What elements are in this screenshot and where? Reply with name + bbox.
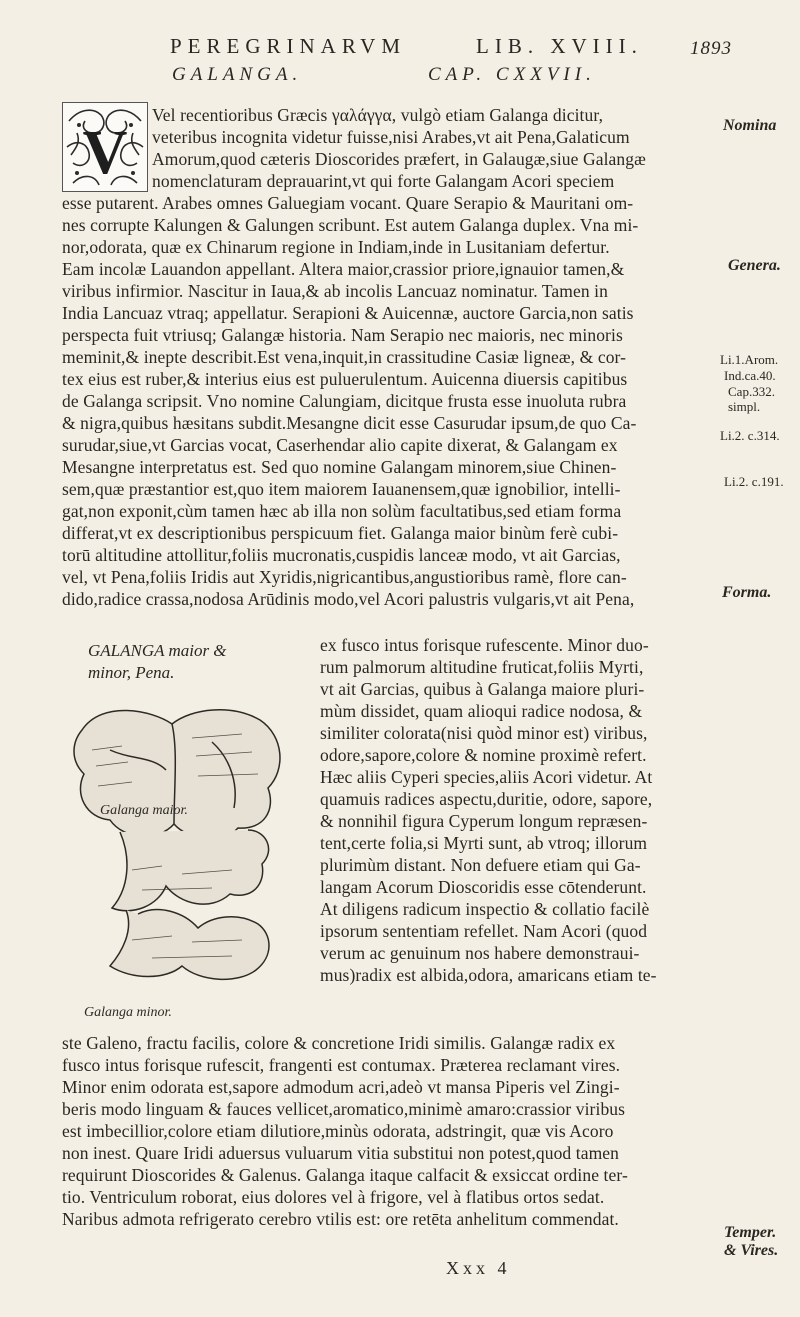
margin-nomina: Nomina xyxy=(723,117,777,134)
text-line: veteribus incognita videtur fuisse,nisi Arabes,vt ait Pena,Galaticum xyxy=(152,127,630,147)
text-line: & nonnihil figura Cyperum longum repræsen- xyxy=(320,811,648,831)
figure-caption-line-1: GALANGA maior & xyxy=(88,641,227,660)
text-line: nor,odorata, quæ ex Chinarum regione in Indiam,inde in Lusitaniam defertur. xyxy=(62,237,610,257)
text-line: odore,sapore,colore & nomine proximè refert. xyxy=(320,745,647,765)
figure-label-minor: Galanga minor. xyxy=(84,1005,172,1020)
text-line: surudar,siue,vt Garcias vocat, Caserhendar alio capite dixerat, & Galangam ex xyxy=(62,435,618,455)
chapter-number: CAP. CXXVII. xyxy=(428,64,596,85)
text-line: Naribus admota refrigerato cerebro vtilis est: ore retēta anhelitum commendat. xyxy=(62,1209,619,1229)
text-line: plurimùm distant. Non defuere etiam qui Ga- xyxy=(320,855,641,875)
text-line: sem,quæ præstantior est,quo item maiorem Iauanensem,quæ ignobilior, intelli- xyxy=(62,479,621,499)
text-line: similiter colorata(nisi quòd minor est) viribus, xyxy=(320,723,648,743)
margin-ref-1: Li.1.Arom. xyxy=(720,352,779,367)
text-line: de Galanga scripsit. Vno nomine Calungiam, dicitque frusta esse inuoluta rubra xyxy=(62,391,627,411)
woodcut-illustration xyxy=(62,690,312,1020)
text-line: At diligens radicum inspectio & collatio facilè xyxy=(320,899,650,919)
margin-ref-2: Ind.ca.40. xyxy=(724,368,776,383)
text-line: ex fusco intus forisque rufescente. Minor duo- xyxy=(320,635,649,655)
text-line: ipsorum sententiam refellet. Nam Acori (quod xyxy=(320,921,648,941)
text-line: langam Acorum Dioscoridis esse cōtenderunt. xyxy=(320,877,647,897)
chapter-title: GALANGA. xyxy=(172,64,303,85)
margin-vires: & Vires. xyxy=(724,1242,779,1259)
text-line: India Lancuaz vtraq; appellatur. Serapioni & Auicennæ, auctore Garcia,non satis xyxy=(62,303,634,323)
margin-ref-3: Cap.332. xyxy=(728,384,775,399)
text-line: perspecta fuit vtriusq; Galangæ historia. Nam Serapio nec maioris, nec minoris xyxy=(62,325,623,345)
text-line: non inest. Quare Iridi aduersus vuluarum vitia substitui non potest,quod tamen xyxy=(62,1143,620,1163)
svg-text:V: V xyxy=(82,119,128,187)
text-line: mùm dissidet, quam alioqui radice nodosa, & xyxy=(320,701,643,721)
text-line: torū altitudine attollitur,foliis mucronatis,cuspidis lanceæ modo, vt ait Garcias, xyxy=(62,545,621,565)
figure-label-maior: Galanga maior. xyxy=(100,803,188,818)
text-line: dido,radice crassa,nodosa Arūdinis modo,vel Acori palustris vulgaris,vt ait Pena, xyxy=(62,589,635,609)
book-number: LIB. XVIII. xyxy=(476,34,643,58)
text-line: Mesangne interpretatus est. Sed quo nomine Galangam minorem,siue Chinen- xyxy=(62,457,617,477)
margin-ref-5: Li.2. c.314. xyxy=(720,428,780,443)
figure-caption-line-2: minor, Pena. xyxy=(88,663,175,682)
running-title: PEREGRINARVM xyxy=(170,34,407,58)
signature-mark: Xxx 4 xyxy=(446,1258,511,1278)
text-line: quamuis radices aspectu,duritie, odore, sapore, xyxy=(320,789,653,809)
text-line: rum palmorum altitudine fruticat,foliis Myrti, xyxy=(320,657,644,677)
text-line: Eam incolæ Lauandon appellant. Altera maior,crassior priore,ignauior tamen,& xyxy=(62,259,625,279)
text-line: tent,certe folia,si Myrti sunt, ab vtroq; illorum xyxy=(320,833,648,853)
text-line: est imbecillior,colore etiam dilutiore,minùs odorata, adstringit, quæ vis Acoro xyxy=(62,1121,614,1141)
margin-ref-4: simpl. xyxy=(728,399,761,414)
text-line: gat,non exponit,cùm tamen hæc ab illa non solùm facultatibus,sed etiam forma xyxy=(62,501,622,521)
text-line: nes corrupte Kalungen & Galungen scribunt. Est autem Galanga duplex. Vna mi- xyxy=(62,215,639,235)
text-line: mus)radix est albida,odora, amaricans etiam te- xyxy=(320,965,657,985)
text-line: tex eius est ruber,& interius eius est puluerulentum. Auicenna diuersis capitibus xyxy=(62,369,628,389)
figure-caption xyxy=(88,640,288,684)
text-line: tio. Ventriculum roborat, eius dolores vel à frigore, vel à flatibus ortos sedat. xyxy=(62,1187,605,1207)
text-line: ste Galeno, fractu facilis, colore & concretione Iridi similis. Galangæ radix ex xyxy=(62,1033,616,1053)
margin-forma: Forma. xyxy=(722,584,772,601)
text-line: esse putarent. Arabes omnes Galuegiam vocant. Quare Serapio & Mauritani om- xyxy=(62,193,634,213)
text-line: fusco intus forisque rufescit, frangenti est contumax. Præterea reclamant vires. xyxy=(62,1055,621,1075)
page-number: 1893 xyxy=(690,38,732,59)
text-line: beris modo linguam & fauces vellicet,aromatico,minimè amaro:crassior viribus xyxy=(62,1099,626,1119)
text-line: differat,vt ex descriptionibus perspicuum fiet. Galanga maior binùm ferè cubi- xyxy=(62,523,619,543)
text-line: nomenclaturam deprauarint,vt qui forte Galangam Acori speciem xyxy=(152,171,615,191)
text-line: vel, vt Pena,foliis Iridis aut Xyridis,nigricantibus,angustioribus ramè, flore can- xyxy=(62,567,627,587)
text-line: Hæc aliis Cyperi species,aliis Acori videtur. At xyxy=(320,767,653,787)
text-line: vt ait Garcias, quibus à Galanga maiore pluri- xyxy=(320,679,645,699)
text-line: Vel recentioribus Græcis γαλάγγα, vulgò etiam Galanga dicitur, xyxy=(152,105,604,125)
text-line: requirunt Dioscorides & Galenus. Galanga itaque calfacit & exsiccat ordine ter- xyxy=(62,1165,628,1185)
text-line: verum ac genuinum nos habere demonstraui- xyxy=(320,943,640,963)
decorated-initial-v xyxy=(62,102,148,192)
margin-genera: Genera. xyxy=(728,257,781,274)
margin-temper: Temper. xyxy=(724,1224,777,1241)
margin-ref-6: Li.2. c.191. xyxy=(724,474,784,489)
text-line: & nigra,quibus hæsitans subdit.Mesangne dicit esse Casurudar ipsum,de quo Ca- xyxy=(62,413,637,433)
text-line: meminit,& inepte describit.Est vena,inquit,in crassitudine Casiæ ligneæ, & cor- xyxy=(62,347,627,367)
text-line: viribus infirmior. Nascitur in Iaua,& ab incolis Lancuaz nominatur. Tamen in xyxy=(62,281,608,301)
text-line: Amorum,quod cæteris Dioscorides præfert, in Galaugæ,siue Galangæ xyxy=(152,149,646,169)
text-line: Minor enim odorata est,sapore admodum acri,adeò vt mansa Piperis vel Zingi- xyxy=(62,1077,620,1097)
